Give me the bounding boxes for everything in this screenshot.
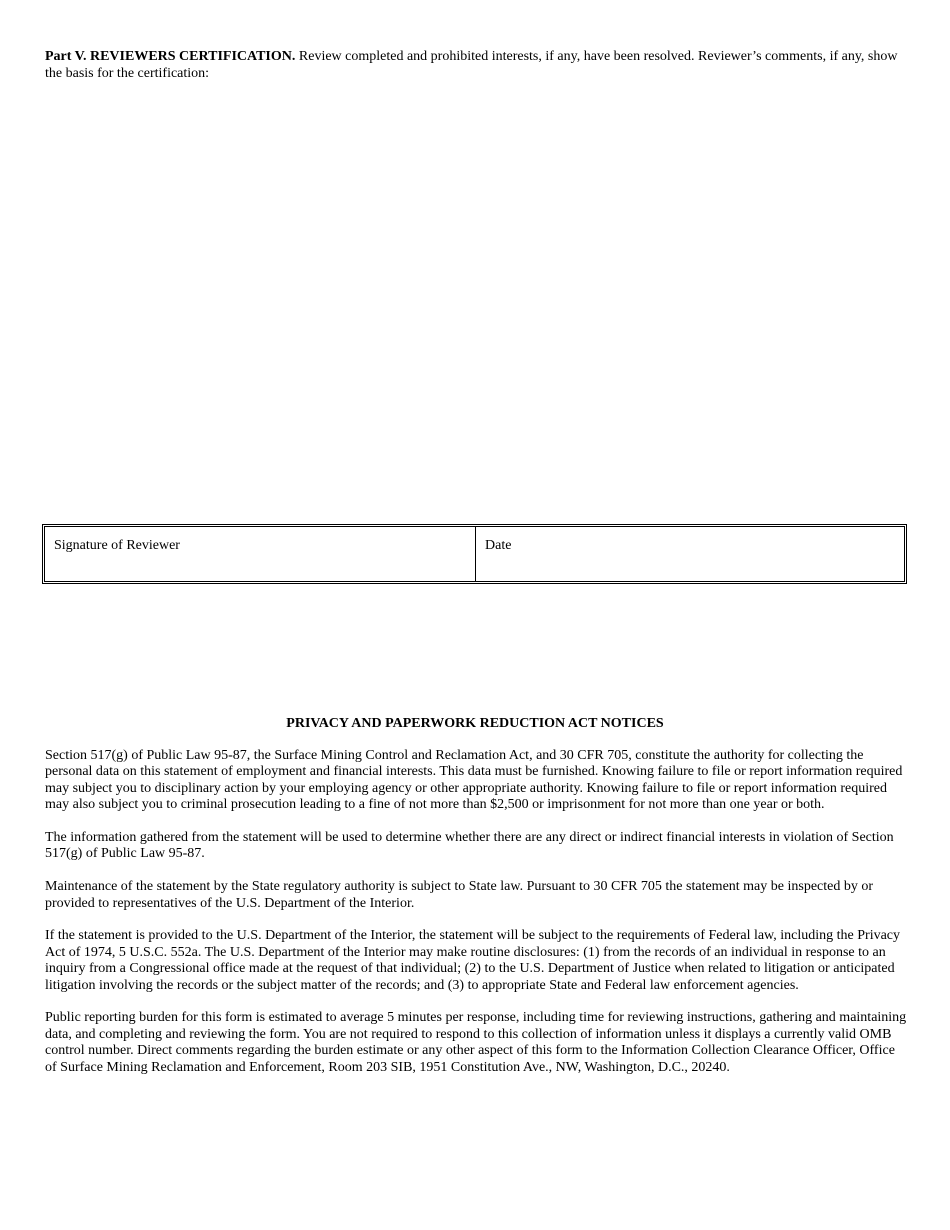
part-v-reviewers-certification — [45, 48, 905, 82]
notice-paragraph-purpose: The information gathered from the statement will be used to determine whether there are any direct or indirect financial interests in violation of Section 517(g) of Public Law 95-87. — [45, 830, 894, 862]
notice-paragraph-authority: Section 517(g) of Public Law 95-87, the Surface Mining Control and Reclamation Act, and 30 CFR 705, constitute the authority for collecting the personal data on this statement of employment and financial interests. This data must be furnished. Knowing failure to file or report information required may subject you to disciplinary action by your employing agency or other appropriate authority. Knowing failure to file or report information required may also subject you to criminal prosecution leading to a fine of not more than $2,500 or imprisonment for not more than one year or both. — [45, 748, 903, 813]
part-v-heading: Part V. REVIEWERS CERTIFICATION. — [45, 49, 296, 64]
privacy-notices-title: PRIVACY AND PAPERWORK REDUCTION ACT NOTICES — [286, 716, 664, 731]
reviewer-signature-table — [42, 524, 907, 584]
date-field[interactable] — [476, 527, 904, 581]
signature-of-reviewer-label: Signature of Reviewer — [54, 538, 180, 553]
part-v-text: Review completed and prohibited interests, if any, have been resolved. Reviewer’s comments, if any, show the basis for the certification: — [45, 49, 898, 81]
signature-of-reviewer-field[interactable] — [45, 527, 476, 581]
date-label: Date — [485, 538, 512, 553]
privacy-notices-body — [45, 748, 907, 1092]
notice-paragraph-privacy-act: If the statement is provided to the U.S. Department of the Interior, the statement will be subject to the requirements of Federal law, including the Privacy Act of 1974, 5 U.S.C. 552a. The U.S. Department of the Interior may make routine disclosures: (1) from the records of an individual in response to an inquiry from a Congressional office made at the request of that individual; (2) to the U.S. Department of Justice when related to litigation or anticipated litigation involving the records or the subject matter of the records; and (3) to appropriate State and Federal law enforcement agencies. — [45, 928, 901, 993]
notice-paragraph-burden: Public reporting burden for this form is estimated to average 5 minutes per response, including time for reviewing instructions, gathering and maintaining data, and completing and reviewing the form. You are not required to respond to this collection of information unless it displays a currently valid OMB control number. Direct comments regarding the burden estimate or any other aspect of this form to the Information Collection Clearance Officer, Office of Surface Mining Reclamation and Enforcement, Room 203 SIB, 1951 Constitution Ave., NW, Washington, D.C., 20240. — [45, 1010, 907, 1075]
notice-paragraph-maintenance: Maintenance of the statement by the State regulatory authority is subject to State law. Pursuant to 30 CFR 705 the statement may be inspected by or provided to representatives of the U.S. Department of the Interior. — [45, 879, 874, 911]
